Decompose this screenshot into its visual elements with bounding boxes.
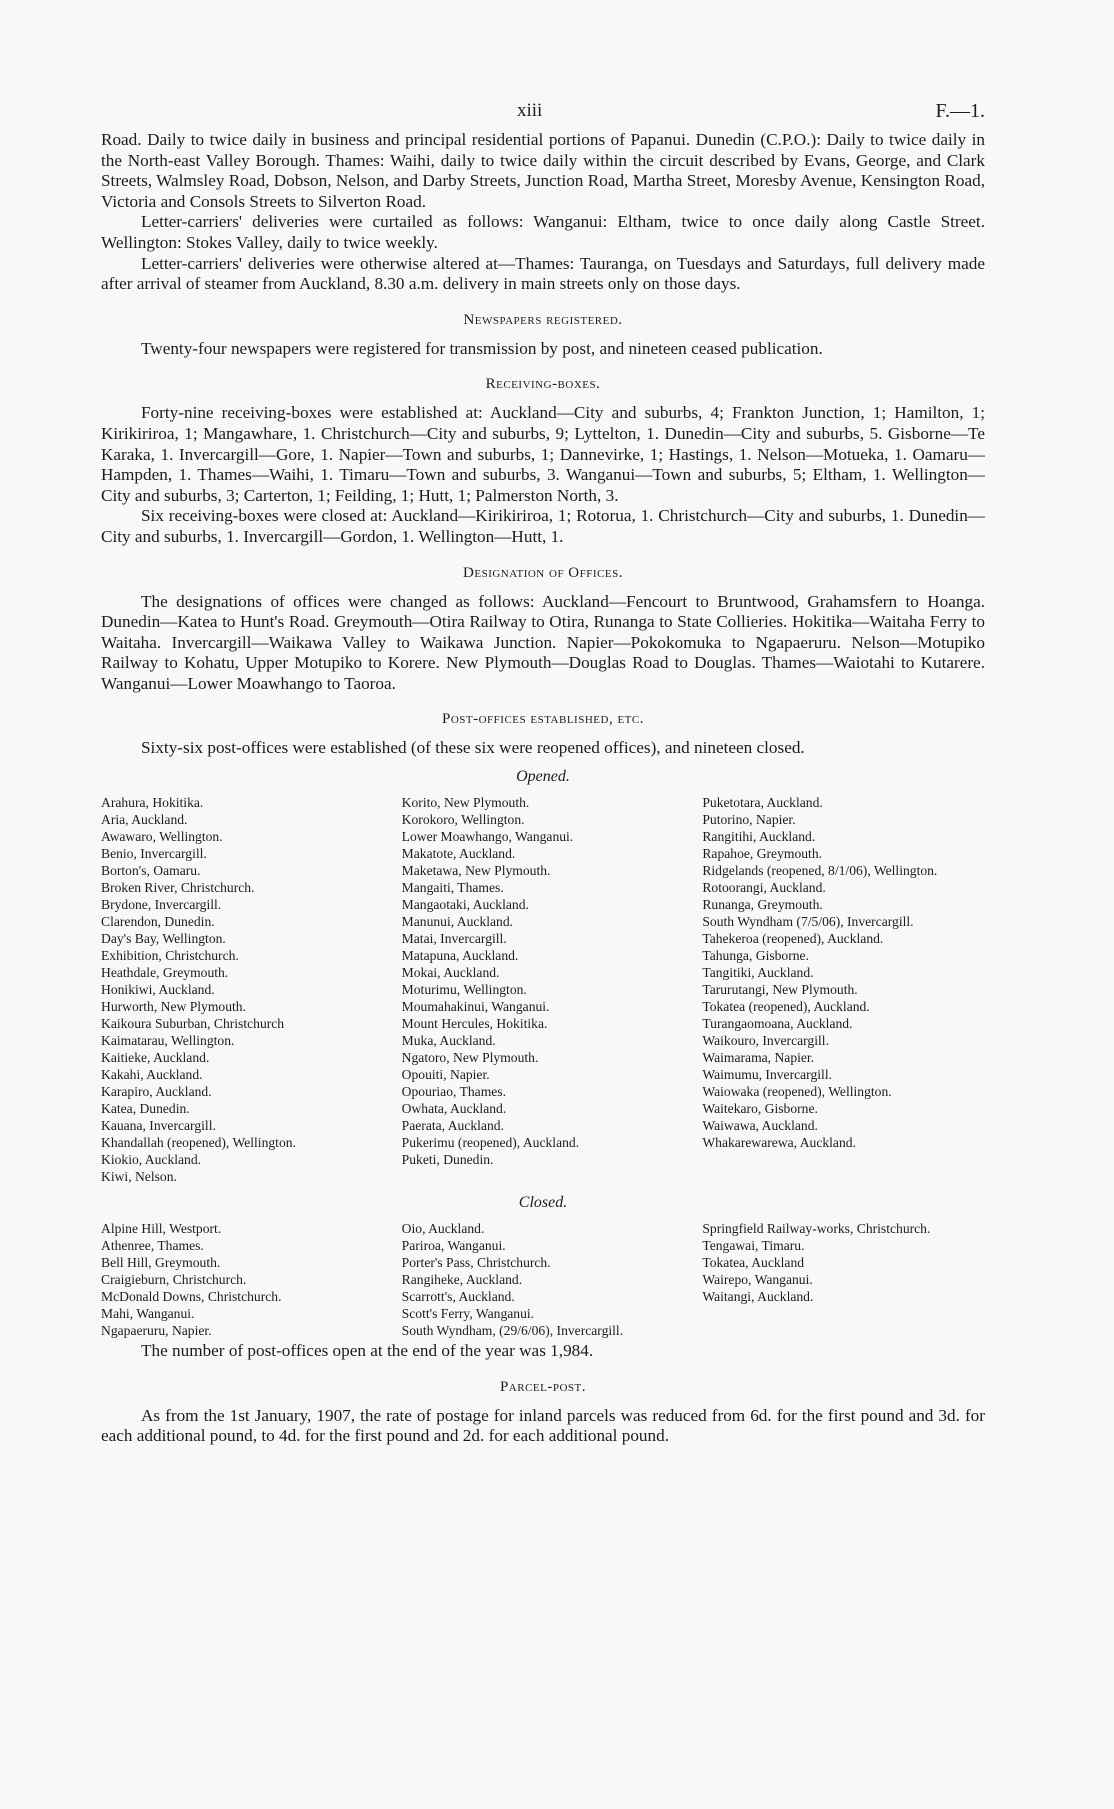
- post-office-entry: Makatote, Auckland.: [401, 846, 516, 862]
- post-office-entry: Waiwawa, Auckland.: [702, 1118, 818, 1134]
- post-office-entry: Kiokio, Auckland.: [101, 1152, 202, 1168]
- post-office-entry: Rotoorangi, Auckland.: [702, 880, 826, 896]
- post-office-entry: South Wyndham, (29/6/06), Invercargill.: [401, 1323, 624, 1339]
- designation-heading: Designation of Offices.: [463, 564, 623, 581]
- post-office-entry: Khandallah (reopened), Wellington.: [101, 1135, 296, 1151]
- page-header: [101, 100, 985, 130]
- post-office-entry: Craigieburn, Christchurch.: [101, 1272, 247, 1288]
- post-office-entry: Wairepo, Wanganui.: [702, 1272, 813, 1288]
- newspapers-paragraph: Twenty-four newspapers were registered for transmission by post, and nineteen ceased publication.: [141, 338, 823, 358]
- post-office-entry: Waitangi, Auckland.: [702, 1289, 814, 1305]
- post-office-entry: Lower Moawhango, Wanganui.: [401, 829, 574, 845]
- post-office-entry: Pukerimu (reopened), Auckland.: [401, 1135, 580, 1151]
- post-office-entry: Moturimu, Wellington.: [401, 982, 527, 998]
- post-office-entry: Hurworth, New Plymouth.: [101, 999, 246, 1015]
- post-office-entry: Honikiwi, Auckland.: [101, 982, 215, 998]
- post-office-entry: Scarrott's, Auckland.: [401, 1289, 515, 1305]
- post-office-entry: Mangaotaki, Auckland.: [401, 897, 529, 913]
- post-office-entry: Clarendon, Dunedin.: [101, 914, 215, 930]
- post-office-entry: Paerata, Auckland.: [401, 1118, 504, 1134]
- post-office-entry: Bell Hill, Greymouth.: [101, 1255, 221, 1271]
- post-office-entry: Kakahi, Auckland.: [101, 1067, 203, 1083]
- post-office-entry: Mangaiti, Thames.: [401, 880, 504, 896]
- post-office-entry: Manunui, Auckland.: [401, 914, 514, 930]
- post-office-entry: Korito, New Plymouth.: [401, 795, 530, 811]
- post-office-entry: Rangitihi, Auckland.: [702, 829, 816, 845]
- post-office-entry: Tahekeroa (reopened), Auckland.: [702, 931, 884, 947]
- opened-column: [402, 794, 685, 1185]
- parcel-post-heading: Parcel-post.: [499, 1378, 587, 1395]
- closed-columns: [101, 1220, 985, 1339]
- post-office-entry: Alpine Hill, Westport.: [101, 1221, 222, 1237]
- post-office-entry: Opouiti, Napier.: [401, 1067, 490, 1083]
- post-office-entry: Mahi, Wanganui.: [101, 1306, 195, 1322]
- post-office-entry: Matapuna, Auckland.: [401, 948, 519, 964]
- intro-paragraph-2: Letter-carriers' deliveries were curtailed as follows: Wanganui: Eltham, twice to once daily along Castle Street. Wellington: Stokes Valley, daily to twice weekly.: [101, 212, 985, 252]
- opened-subheading: Opened.: [516, 768, 570, 786]
- post-office-entry: Waimarama, Napier.: [702, 1050, 815, 1066]
- opened-column: [702, 794, 985, 1185]
- post-office-entry: Matai, Invercargill.: [401, 931, 507, 947]
- post-office-entry: Kaitieke, Auckland.: [101, 1050, 210, 1066]
- post-office-entry: Waikouro, Invercargill.: [702, 1033, 829, 1049]
- post-offices-heading: Post-offices established, etc.: [442, 711, 644, 728]
- post-office-entry: Rapahoe, Greymouth.: [702, 846, 823, 862]
- post-office-entry: Scott's Ferry, Wanganui.: [401, 1306, 535, 1322]
- post-office-entry: Whakarewarewa, Auckland.: [702, 1135, 856, 1151]
- page-number: xiii: [517, 100, 543, 121]
- post-office-entry: Puketi, Dunedin.: [401, 1152, 494, 1168]
- post-office-entry: Exhibition, Christchurch.: [101, 948, 239, 964]
- post-office-entry: Runanga, Greymouth.: [702, 897, 823, 913]
- intro-paragraph-3: Letter-carriers' deliveries were otherwise altered at—Thames: Tauranga, on Tuesdays and Saturdays, full delivery made after arrival of steamer from Auckland, 8.30 a.m. delivery in main streets only on those days.: [101, 253, 985, 294]
- closed-subheading: Closed.: [518, 1194, 568, 1212]
- opened-column: [101, 794, 384, 1185]
- post-office-entry: Aria, Auckland.: [101, 812, 188, 828]
- post-office-entry: Moumahakinui, Wanganui.: [401, 999, 550, 1015]
- closed-column: [101, 1220, 384, 1339]
- closed-column: [702, 1220, 985, 1339]
- intro-paragraph-1: Road. Daily to twice daily in business and principal residential portions of Papanui. Dunedin (C.P.O.): Daily to twice daily in the North-east Valley Borough. Thames: Waihi, daily to twice daily within the circuit described by Evans, George, and Clark Streets, Walmsley Road, Dobson, Nelson, and Darby Streets, Junction Road, Martha Street, Moresby Avenue, Kensington Road, Victoria and Consols Streets to Silverton Road.: [101, 130, 985, 211]
- post-office-entry: Day's Bay, Wellington.: [101, 931, 226, 947]
- post-office-entry: Kaimatarau, Wellington.: [101, 1033, 235, 1049]
- post-office-entry: Puketotara, Auckland.: [702, 795, 823, 811]
- post-office-entry: Athenree, Thames.: [101, 1238, 204, 1254]
- post-office-entry: Brydone, Invercargill.: [101, 897, 222, 913]
- post-office-entry: Kauana, Invercargill.: [101, 1118, 216, 1134]
- post-office-entry: Ngapaeruru, Napier.: [101, 1323, 212, 1339]
- post-office-entry: Oio, Auckland.: [401, 1221, 485, 1237]
- post-office-entry: Korokoro, Wellington.: [401, 812, 525, 828]
- post-office-entry: Borton's, Oamaru.: [101, 863, 201, 879]
- post-office-entry: Ridgelands (reopened, 8/1/06), Wellington.: [702, 863, 938, 879]
- post-office-entry: Kaikoura Suburban, Christchurch: [101, 1016, 285, 1032]
- closed-column: [402, 1220, 685, 1339]
- receiving-boxes-heading: Receiving-boxes.: [485, 376, 601, 393]
- post-office-entry: Tengawai, Timaru.: [702, 1238, 805, 1254]
- post-offices-total: The number of post-offices open at the end of the year was 1,984.: [141, 1341, 594, 1361]
- post-office-entry: Tokatea (reopened), Auckland.: [702, 999, 870, 1015]
- newspapers-heading: Newspapers registered.: [463, 311, 623, 328]
- post-office-entry: Waitekaro, Gisborne.: [702, 1101, 818, 1117]
- post-office-entry: Ngatoro, New Plymouth.: [401, 1050, 539, 1066]
- opened-columns: [101, 794, 985, 1185]
- post-office-entry: Owhata, Auckland.: [401, 1101, 507, 1117]
- document-reference: F.—1.: [935, 100, 985, 122]
- receiving-boxes-paragraph-1: Forty-nine receiving-boxes were established at: Auckland—City and suburbs, 4; Frankton Junction, 1; Hamilton, 1; Kirikiriroa, 1; Mangawhare, 1. Christchurch—City and suburbs, 9; Lyttelton, 1. Dunedin—City and suburbs, 5. Gisborne—Te Karaka, 1. Invercargill—Gore, 1. Napier—Town and suburbs, 1; Dannevirke, 1; Hastings, 1. Nelson—Motueka, 1. Oamaru—Hampden, 1. Thames—Waihi, 1. Timaru—Town and suburbs, 3. Wanganui—Town and suburbs, 5; Eltham, 1. Wellington—City and suburbs, 3; Carterton, 1; Feilding, 1; Hutt, 1; Palmerston North, 3.: [101, 403, 985, 505]
- post-office-entry: Heathdale, Greymouth.: [101, 965, 229, 981]
- post-office-entry: Benio, Invercargill.: [101, 846, 207, 862]
- post-office-entry: Putorino, Napier.: [702, 812, 796, 828]
- post-office-entry: Mount Hercules, Hokitika.: [401, 1016, 548, 1032]
- post-office-entry: South Wyndham (7/5/06), Invercargill.: [702, 914, 914, 930]
- post-office-entry: Tahunga, Gisborne.: [702, 948, 809, 964]
- receiving-boxes-paragraph-2: Six receiving-boxes were closed at: Auckland—Kirikiriroa, 1; Rotorua, 1. Christchurch—City and suburbs, 1. Dunedin—City and suburbs, 1. Invercargill—Gordon, 1. Wellington—Hutt, 1.: [101, 506, 985, 546]
- post-office-entry: Porter's Pass, Christchurch.: [401, 1255, 551, 1271]
- post-office-entry: Tarurutangi, New Plymouth.: [702, 982, 858, 998]
- post-office-entry: Katea, Dunedin.: [101, 1101, 190, 1117]
- post-office-entry: Mokai, Auckland.: [401, 965, 500, 981]
- post-office-entry: Maketawa, New Plymouth.: [401, 863, 551, 879]
- post-office-entry: Muka, Auckland.: [401, 1033, 496, 1049]
- post-office-entry: Opouriao, Thames.: [401, 1084, 506, 1100]
- post-office-entry: Pariroa, Wanganui.: [401, 1238, 506, 1254]
- post-office-entry: Waiowaka (reopened), Wellington.: [702, 1084, 892, 1100]
- post-office-entry: Awawaro, Wellington.: [101, 829, 223, 845]
- post-office-entry: Karapiro, Auckland.: [101, 1084, 212, 1100]
- post-office-entry: Waimumu, Invercargill.: [702, 1067, 832, 1083]
- post-office-entry: Arahura, Hokitika.: [101, 795, 204, 811]
- parcel-post-paragraph: As from the 1st January, 1907, the rate of postage for inland parcels was reduced from 6d. for the first pound and 3d. for each additional pound, to 4d. for the first pound and 2d. for each additional pound.: [101, 1405, 985, 1446]
- post-office-entry: Tokatea, Auckland: [702, 1255, 805, 1271]
- designation-paragraph: The designations of offices were changed as follows: Auckland—Fencourt to Bruntwood, Grahamsfern to Hoanga. Dunedin—Katea to Hunt's Road. Greymouth—Otira Railway to Otira, Runanga to State Collieries. Hokitika—Waitaha Ferry to Waitaha. Invercargill—Waikawa Valley to Waikawa Junction. Napier—Pokokomuka to Ngapaeruru. Nelson—Motupiko Railway to Kohatu, Upper Motupiko to Korere. New Plymouth—Douglas Road to Douglas. Thames—Waiotahi to Kutarere. Wanganui—Lower Moawhango to Taoroa.: [101, 591, 985, 693]
- post-office-entry: Turangaomoana, Auckland.: [702, 1016, 853, 1032]
- post-office-entry: McDonald Downs, Christchurch.: [101, 1289, 282, 1305]
- post-office-entry: Kiwi, Nelson.: [101, 1169, 177, 1185]
- document-page: [101, 100, 985, 1447]
- post-offices-paragraph: Sixty-six post-offices were established (of these six were reopened offices), and nineteen closed.: [141, 738, 805, 758]
- post-office-entry: Tangitiki, Auckland.: [702, 965, 814, 981]
- post-office-entry: Rangiheke, Auckland.: [401, 1272, 523, 1288]
- post-office-entry: Springfield Railway-works, Christchurch.: [702, 1221, 931, 1237]
- post-office-entry: Broken River, Christchurch.: [101, 880, 255, 896]
